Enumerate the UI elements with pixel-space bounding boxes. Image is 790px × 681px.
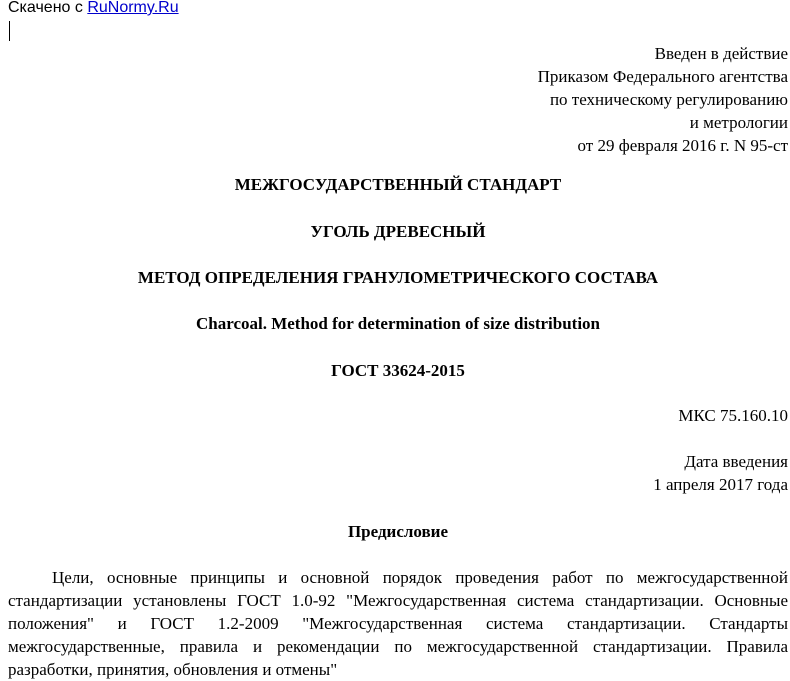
text-cursor [9, 21, 10, 41]
intro-line: по техническому регулированию [549, 90, 788, 109]
document-body [8, 42, 788, 681]
date-intro-label: Дата введения [684, 452, 788, 471]
method-title: МЕТОД ОПРЕДЕЛЕНИЯ ГРАНУЛОМЕТРИЧЕСКОГО СОСТАВА [137, 268, 659, 287]
intro-line: Приказом Федерального агентства [537, 67, 788, 86]
standard-type-title: МЕЖГОСУДАРСТВЕННЫЙ СТАНДАРТ [234, 175, 562, 194]
intro-line: и метрологии [689, 113, 788, 132]
gost-number: ГОСТ 33624-2015 [331, 361, 465, 380]
source-prefix: Скачено с [8, 0, 88, 16]
date-intro-block [8, 450, 788, 496]
source-link[interactable]: RuNormy.Ru [87, 0, 179, 16]
preface-title: Предисловие [347, 522, 449, 541]
standard-name-title: УГОЛЬ ДРЕВЕСНЫЙ [310, 222, 486, 241]
intro-line: Введен в действие [654, 44, 788, 63]
mks-code: МКС 75.160.10 [678, 406, 788, 425]
english-title: Charcoal. Method for determination of size distribution [195, 314, 601, 333]
source-line [8, 0, 179, 18]
intro-block [8, 42, 788, 157]
intro-line: от 29 февраля 2016 г. N 95-ст [577, 136, 788, 155]
date-intro-value: 1 апреля 2017 года [653, 475, 788, 494]
preface-paragraph: Цели, основные принципы и основной порядок проведения работ по межгосударственной стандартизации установлены ГОСТ 1.0-92 "Межгосударственная система стандартизации. Основные положения" и ГОСТ 1.2-2009 "Межгосударственная система стандартизации. Стандарты межгосударственные, правила и рекомендации по межгосударственной стандартизации. Правила разработки, принятия, обновления и отмены" [8, 568, 788, 679]
